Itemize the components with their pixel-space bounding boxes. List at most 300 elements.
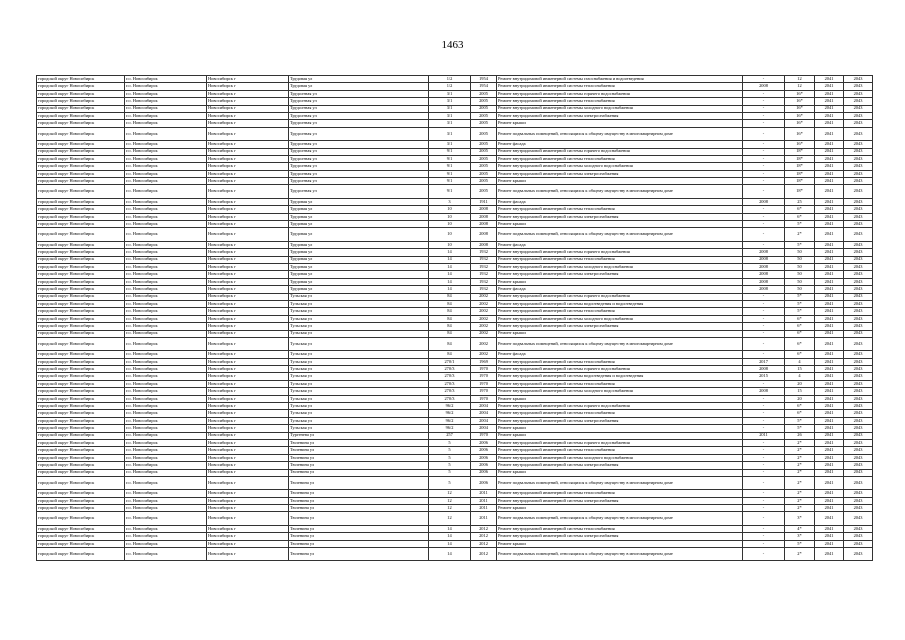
- settlement-prefix-cell: г.о. Новосибирск: [125, 206, 207, 213]
- settlement-cell: Новосибирск г: [207, 163, 289, 170]
- street-cell: Трудовая ул: [289, 198, 429, 205]
- year-built-cell: 2005: [471, 148, 497, 155]
- street-cell: Трудовая ул: [289, 221, 429, 228]
- settlement-cell: Новосибирск г: [207, 454, 289, 461]
- house-cell: 3/1: [429, 141, 471, 148]
- prior-repair-year-cell: -: [743, 206, 785, 213]
- settlement-cell: Новосибирск г: [207, 351, 289, 358]
- work-type-cell: Ремонт внутридомовой инженерной системы теплоснабжения: [497, 98, 743, 105]
- period-start-cell: 2041: [815, 432, 844, 439]
- settlement-prefix-cell: г.о. Новосибирск: [125, 533, 207, 540]
- street-cell: Трудолтная ул: [289, 178, 429, 185]
- house-cell: 96/2: [429, 417, 471, 424]
- street-cell: Трудовая ул: [289, 286, 429, 293]
- period-end-cell: 2043: [844, 120, 873, 127]
- period-start-cell: 2041: [815, 476, 844, 489]
- settlement-prefix-cell: г.о. Новосибирск: [125, 221, 207, 228]
- year-built-cell: 2005: [471, 170, 497, 177]
- settlement-cell: Новосибирск г: [207, 213, 289, 220]
- street-cell: Тульская ул: [289, 351, 429, 358]
- year-built-cell: 2005: [471, 178, 497, 185]
- prior-repair-year-cell: 2008: [743, 198, 785, 205]
- prior-repair-year-cell: 2011: [743, 432, 785, 439]
- municipality-cell: городской округ Новосибирск: [37, 170, 125, 177]
- settlement-cell: Новосибирск г: [207, 490, 289, 497]
- stage-cell: 15: [785, 366, 815, 373]
- work-type-cell: Ремонт внутридомовой инженерной системы электроснабжения: [497, 271, 743, 278]
- settlement-cell: Новосибирск г: [207, 505, 289, 512]
- period-start-cell: 2041: [815, 241, 844, 248]
- settlement-prefix-cell: г.о. Новосибирск: [125, 178, 207, 185]
- period-start-cell: 2041: [815, 388, 844, 395]
- stage-cell: 50: [785, 286, 815, 293]
- street-cell: Тюленина ул: [289, 540, 429, 547]
- prior-repair-year-cell: -: [743, 330, 785, 337]
- street-cell: Трудолтная ул: [289, 127, 429, 140]
- year-built-cell: 2005: [471, 127, 497, 140]
- prior-repair-year-cell: -: [743, 185, 785, 198]
- period-start-cell: 2041: [815, 271, 844, 278]
- prior-repair-year-cell: -: [743, 163, 785, 170]
- year-built-cell: 1932: [471, 256, 497, 263]
- period-end-cell: 2043: [844, 447, 873, 454]
- prior-repair-year-cell: 2008: [743, 366, 785, 373]
- municipality-cell: городской округ Новосибирск: [37, 388, 125, 395]
- prior-repair-year-cell: -: [743, 403, 785, 410]
- municipality-cell: городской округ Новосибирск: [37, 178, 125, 185]
- municipality-cell: городской округ Новосибирск: [37, 198, 125, 205]
- municipality-cell: городской округ Новосибирск: [37, 256, 125, 263]
- period-start-cell: 2041: [815, 395, 844, 402]
- settlement-prefix-cell: г.о. Новосибирск: [125, 395, 207, 402]
- work-type-cell: Ремонт внутридомовой инженерной системы электроснабжения: [497, 112, 743, 119]
- period-end-cell: 2043: [844, 469, 873, 476]
- street-cell: Трудовая ул: [289, 271, 429, 278]
- period-start-cell: 2041: [815, 373, 844, 380]
- house-cell: 84: [429, 351, 471, 358]
- work-type-cell: Ремонт внутридомовой инженерной системы теплоснабжения: [497, 380, 743, 387]
- year-built-cell: 2002: [471, 293, 497, 300]
- street-cell: Тюленина ул: [289, 454, 429, 461]
- settlement-cell: Новосибирск г: [207, 337, 289, 350]
- house-cell: 270/3: [429, 380, 471, 387]
- stage-cell: 25: [785, 198, 815, 205]
- work-type-cell: Ремонт внутридомовой инженерной системы теплоснабжения: [497, 308, 743, 315]
- house-cell: 3/1: [429, 105, 471, 112]
- stage-cell: 12: [785, 83, 815, 90]
- house-cell: 5: [429, 476, 471, 489]
- house-cell: 10: [429, 241, 471, 248]
- settlement-prefix-cell: г.о. Новосибирск: [125, 323, 207, 330]
- street-cell: Тульская ул: [289, 293, 429, 300]
- table-row: [37, 525, 873, 532]
- table-row: [37, 454, 873, 461]
- prior-repair-year-cell: -: [743, 469, 785, 476]
- table-row: [37, 439, 873, 446]
- street-cell: Трудовая ул: [289, 263, 429, 270]
- period-end-cell: 2043: [844, 221, 873, 228]
- year-built-cell: 1911: [471, 198, 497, 205]
- municipality-cell: городской округ Новосибирск: [37, 315, 125, 322]
- settlement-cell: Новосибирск г: [207, 256, 289, 263]
- stage-cell: 18*: [785, 185, 815, 198]
- work-type-cell: Ремонт внутридомовой инженерной системы горячего водоснабжения: [497, 148, 743, 155]
- municipality-cell: городской округ Новосибирск: [37, 512, 125, 525]
- prior-repair-year-cell: -: [743, 425, 785, 432]
- settlement-cell: Новосибирск г: [207, 127, 289, 140]
- period-start-cell: 2041: [815, 155, 844, 162]
- period-end-cell: 2043: [844, 170, 873, 177]
- street-cell: Трудовая ул: [289, 83, 429, 90]
- year-built-cell: 2008: [471, 221, 497, 228]
- work-type-cell: Ремонт внутридомовой инженерной системы теплоснабжения: [497, 256, 743, 263]
- stage-cell: 16*: [785, 112, 815, 119]
- period-end-cell: 2043: [844, 454, 873, 461]
- settlement-cell: Новосибирск г: [207, 105, 289, 112]
- settlement-prefix-cell: г.о. Новосибирск: [125, 490, 207, 497]
- year-built-cell: 1932: [471, 278, 497, 285]
- settlement-prefix-cell: г.о. Новосибирск: [125, 403, 207, 410]
- settlement-prefix-cell: г.о. Новосибирск: [125, 358, 207, 365]
- municipality-cell: городской округ Новосибирск: [37, 432, 125, 439]
- settlement-cell: Новосибирск г: [207, 439, 289, 446]
- settlement-prefix-cell: г.о. Новосибирск: [125, 213, 207, 220]
- table-row: [37, 271, 873, 278]
- stage-cell: 5*: [785, 293, 815, 300]
- house-cell: 10: [429, 221, 471, 228]
- year-built-cell: 1970: [471, 395, 497, 402]
- house-cell: 14: [429, 548, 471, 561]
- period-start-cell: 2041: [815, 512, 844, 525]
- house-cell: 5: [429, 454, 471, 461]
- settlement-cell: Новосибирск г: [207, 432, 289, 439]
- stage-cell: 6*: [785, 213, 815, 220]
- year-built-cell: 2005: [471, 120, 497, 127]
- municipality-cell: городской округ Новосибирск: [37, 141, 125, 148]
- work-type-cell: Ремонт крыши: [497, 469, 743, 476]
- table-row: [37, 76, 873, 83]
- prior-repair-year-cell: -: [743, 127, 785, 140]
- stage-cell: 16*: [785, 120, 815, 127]
- street-cell: Трудовая ул: [289, 278, 429, 285]
- municipality-cell: городской округ Новосибирск: [37, 112, 125, 119]
- settlement-cell: Новосибирск г: [207, 83, 289, 90]
- municipality-cell: городской округ Новосибирск: [37, 90, 125, 97]
- stage-cell: 2*: [785, 476, 815, 489]
- stage-cell: 2*: [785, 490, 815, 497]
- house-cell: 12: [429, 512, 471, 525]
- year-built-cell: 1954: [471, 76, 497, 83]
- period-end-cell: 2043: [844, 198, 873, 205]
- period-start-cell: 2041: [815, 540, 844, 547]
- house-cell: 3/1: [429, 112, 471, 119]
- period-end-cell: 2043: [844, 213, 873, 220]
- period-end-cell: 2043: [844, 286, 873, 293]
- settlement-prefix-cell: г.о. Новосибирск: [125, 127, 207, 140]
- work-type-cell: Ремонт крыши: [497, 432, 743, 439]
- prior-repair-year-cell: 2008: [743, 286, 785, 293]
- period-end-cell: 2043: [844, 380, 873, 387]
- period-end-cell: 2043: [844, 228, 873, 241]
- settlement-cell: Новосибирск г: [207, 148, 289, 155]
- house-cell: 12: [429, 490, 471, 497]
- settlement-prefix-cell: г.о. Новосибирск: [125, 90, 207, 97]
- table-row: [37, 83, 873, 90]
- period-end-cell: 2043: [844, 241, 873, 248]
- period-start-cell: 2041: [815, 410, 844, 417]
- period-start-cell: 2041: [815, 256, 844, 263]
- work-type-cell: Ремонт крыши: [497, 221, 743, 228]
- period-end-cell: 2043: [844, 141, 873, 148]
- municipality-cell: городской округ Новосибирск: [37, 155, 125, 162]
- period-end-cell: 2043: [844, 525, 873, 532]
- settlement-cell: Новосибирск г: [207, 206, 289, 213]
- settlement-prefix-cell: г.о. Новосибирск: [125, 505, 207, 512]
- stage-cell: 5*: [785, 308, 815, 315]
- stage-cell: 16*: [785, 105, 815, 112]
- work-type-cell: Ремонт внутридомовой инженерной системы холодного водоснабжения: [497, 263, 743, 270]
- period-start-cell: 2041: [815, 315, 844, 322]
- settlement-prefix-cell: г.о. Новосибирск: [125, 249, 207, 256]
- settlement-prefix-cell: г.о. Новосибирск: [125, 83, 207, 90]
- settlement-cell: Новосибирск г: [207, 141, 289, 148]
- settlement-cell: Новосибирск г: [207, 380, 289, 387]
- settlement-prefix-cell: г.о. Новосибирск: [125, 185, 207, 198]
- street-cell: Трудолтная ул: [289, 185, 429, 198]
- period-end-cell: 2043: [844, 395, 873, 402]
- house-cell: 96/2: [429, 425, 471, 432]
- work-type-cell: Ремонт крыши: [497, 278, 743, 285]
- year-built-cell: 2002: [471, 323, 497, 330]
- settlement-cell: Новосибирск г: [207, 155, 289, 162]
- municipality-cell: городской округ Новосибирск: [37, 525, 125, 532]
- period-start-cell: 2041: [815, 469, 844, 476]
- work-type-cell: Ремонт внутридомовой инженерной системы холодного водоснабжения: [497, 315, 743, 322]
- house-cell: 9/1: [429, 178, 471, 185]
- year-built-cell: 2005: [471, 98, 497, 105]
- house-cell: 84: [429, 300, 471, 307]
- settlement-cell: Новосибирск г: [207, 249, 289, 256]
- period-start-cell: 2041: [815, 505, 844, 512]
- municipality-cell: городской округ Новосибирск: [37, 163, 125, 170]
- house-cell: 14: [429, 249, 471, 256]
- stage-cell: 2*: [785, 447, 815, 454]
- table-row: [37, 163, 873, 170]
- street-cell: Трудовая ул: [289, 228, 429, 241]
- prior-repair-year-cell: -: [743, 476, 785, 489]
- settlement-cell: Новосибирск г: [207, 241, 289, 248]
- street-cell: Тюленина ул: [289, 505, 429, 512]
- year-built-cell: 1970: [471, 380, 497, 387]
- stage-cell: 2*: [785, 439, 815, 446]
- period-start-cell: 2041: [815, 213, 844, 220]
- municipality-cell: городской округ Новосибирск: [37, 206, 125, 213]
- stage-cell: 3*: [785, 512, 815, 525]
- period-start-cell: 2041: [815, 90, 844, 97]
- settlement-prefix-cell: г.о. Новосибирск: [125, 141, 207, 148]
- stage-cell: 2*: [785, 505, 815, 512]
- house-cell: 14: [429, 533, 471, 540]
- period-end-cell: 2043: [844, 505, 873, 512]
- table-row: [37, 148, 873, 155]
- settlement-cell: Новосибирск г: [207, 185, 289, 198]
- prior-repair-year-cell: -: [743, 170, 785, 177]
- year-built-cell: 2011: [471, 512, 497, 525]
- year-built-cell: 2005: [471, 163, 497, 170]
- period-start-cell: 2041: [815, 163, 844, 170]
- stage-cell: 15: [785, 388, 815, 395]
- year-built-cell: 2002: [471, 300, 497, 307]
- work-type-cell: Ремонт подвальных помещений, относящихся к общему имуществу в многоквартирном доме: [497, 548, 743, 561]
- municipality-cell: городской округ Новосибирск: [37, 490, 125, 497]
- settlement-cell: Новосибирск г: [207, 278, 289, 285]
- year-built-cell: 1970: [471, 373, 497, 380]
- house-cell: 1/2: [429, 83, 471, 90]
- period-end-cell: 2043: [844, 163, 873, 170]
- period-end-cell: 2043: [844, 76, 873, 83]
- settlement-prefix-cell: г.о. Новосибирск: [125, 198, 207, 205]
- period-end-cell: 2043: [844, 112, 873, 119]
- period-end-cell: 2043: [844, 263, 873, 270]
- settlement-cell: Новосибирск г: [207, 90, 289, 97]
- settlement-cell: Новосибирск г: [207, 476, 289, 489]
- house-cell: 84: [429, 330, 471, 337]
- house-cell: 270/3: [429, 373, 471, 380]
- stage-cell: 26: [785, 432, 815, 439]
- settlement-cell: Новосибирск г: [207, 228, 289, 241]
- street-cell: Тюленина ул: [289, 447, 429, 454]
- table-row: [37, 432, 873, 439]
- street-cell: Тульская ул: [289, 358, 429, 365]
- settlement-cell: Новосибирск г: [207, 533, 289, 540]
- stage-cell: 50: [785, 256, 815, 263]
- stage-cell: 5*: [785, 425, 815, 432]
- year-built-cell: 2005: [471, 90, 497, 97]
- year-built-cell: 2012: [471, 525, 497, 532]
- house-cell: 96/2: [429, 410, 471, 417]
- settlement-prefix-cell: г.о. Новосибирск: [125, 380, 207, 387]
- house-cell: 14: [429, 271, 471, 278]
- table-row: [37, 323, 873, 330]
- settlement-prefix-cell: г.о. Новосибирск: [125, 163, 207, 170]
- year-built-cell: 2004: [471, 425, 497, 432]
- period-start-cell: 2041: [815, 76, 844, 83]
- year-built-cell: 2012: [471, 540, 497, 547]
- period-end-cell: 2043: [844, 439, 873, 446]
- period-end-cell: 2043: [844, 278, 873, 285]
- street-cell: Тульская ул: [289, 380, 429, 387]
- period-end-cell: 2043: [844, 90, 873, 97]
- settlement-prefix-cell: г.о. Новосибирск: [125, 300, 207, 307]
- prior-repair-year-cell: -: [743, 525, 785, 532]
- year-built-cell: 2006: [471, 447, 497, 454]
- work-type-cell: Ремонт внутридомовой инженерной системы водоотведения и водоотведения: [497, 373, 743, 380]
- house-cell: 5: [429, 447, 471, 454]
- table-row: [37, 540, 873, 547]
- stage-cell: 2*: [785, 228, 815, 241]
- prior-repair-year-cell: -: [743, 351, 785, 358]
- work-type-cell: Ремонт внутридомовой инженерной системы теплоснабжения: [497, 447, 743, 454]
- work-type-cell: Ремонт внутридомовой инженерной системы горячего водоснабжения: [497, 439, 743, 446]
- street-cell: Тюленина ул: [289, 476, 429, 489]
- table-row: [37, 366, 873, 373]
- house-cell: 14: [429, 525, 471, 532]
- settlement-prefix-cell: г.о. Новосибирск: [125, 293, 207, 300]
- prior-repair-year-cell: -: [743, 241, 785, 248]
- settlement-cell: Новосибирск г: [207, 76, 289, 83]
- table-row: [37, 395, 873, 402]
- house-cell: 9/1: [429, 163, 471, 170]
- table-row: [37, 263, 873, 270]
- period-end-cell: 2043: [844, 271, 873, 278]
- street-cell: Трудовая ул: [289, 241, 429, 248]
- work-type-cell: Ремонт внутридомовой инженерной системы теплоснабжения: [497, 83, 743, 90]
- stage-cell: 5*: [785, 417, 815, 424]
- year-built-cell: 2005: [471, 155, 497, 162]
- settlement-prefix-cell: г.о. Новосибирск: [125, 512, 207, 525]
- period-start-cell: 2041: [815, 403, 844, 410]
- period-end-cell: 2043: [844, 178, 873, 185]
- municipality-cell: городской округ Новосибирск: [37, 221, 125, 228]
- work-type-cell: Ремонт внутридомовой инженерной системы газоснабжения и водоотведения: [497, 76, 743, 83]
- table-row: [37, 417, 873, 424]
- municipality-cell: городской округ Новосибирск: [37, 337, 125, 350]
- street-cell: Трудолтная ул: [289, 90, 429, 97]
- period-end-cell: 2043: [844, 127, 873, 140]
- settlement-cell: Новосибирск г: [207, 410, 289, 417]
- settlement-cell: Новосибирск г: [207, 395, 289, 402]
- settlement-cell: Новосибирск г: [207, 548, 289, 561]
- period-start-cell: 2041: [815, 83, 844, 90]
- settlement-cell: Новосибирск г: [207, 178, 289, 185]
- table-row: [37, 337, 873, 350]
- street-cell: Тюленина ул: [289, 490, 429, 497]
- stage-cell: 12: [785, 76, 815, 83]
- settlement-prefix-cell: г.о. Новосибирск: [125, 105, 207, 112]
- municipality-cell: городской округ Новосибирск: [37, 76, 125, 83]
- municipality-cell: городской округ Новосибирск: [37, 323, 125, 330]
- period-end-cell: 2043: [844, 300, 873, 307]
- table-row: [37, 228, 873, 241]
- street-cell: Тульская ул: [289, 330, 429, 337]
- year-built-cell: 2004: [471, 403, 497, 410]
- period-end-cell: 2043: [844, 337, 873, 350]
- street-cell: Тульская ул: [289, 337, 429, 350]
- house-cell: 9/1: [429, 170, 471, 177]
- year-built-cell: 1932: [471, 286, 497, 293]
- table-row: [37, 249, 873, 256]
- period-end-cell: 2043: [844, 410, 873, 417]
- table-row: [37, 308, 873, 315]
- settlement-cell: Новосибирск г: [207, 469, 289, 476]
- table-row: [37, 490, 873, 497]
- street-cell: Трудолтная ул: [289, 120, 429, 127]
- work-type-cell: Ремонт крыши: [497, 178, 743, 185]
- street-cell: Тульская ул: [289, 373, 429, 380]
- settlement-prefix-cell: г.о. Новосибирск: [125, 148, 207, 155]
- period-end-cell: 2043: [844, 403, 873, 410]
- settlement-cell: Новосибирск г: [207, 221, 289, 228]
- house-cell: 10: [429, 213, 471, 220]
- stage-cell: 5*: [785, 221, 815, 228]
- period-end-cell: 2043: [844, 358, 873, 365]
- table-row: [37, 141, 873, 148]
- table-row: [37, 178, 873, 185]
- house-cell: 84: [429, 323, 471, 330]
- prior-repair-year-cell: -: [743, 148, 785, 155]
- municipality-cell: городской округ Новосибирск: [37, 278, 125, 285]
- work-type-cell: Ремонт внутридомовой инженерной системы горячего водоснабжения: [497, 293, 743, 300]
